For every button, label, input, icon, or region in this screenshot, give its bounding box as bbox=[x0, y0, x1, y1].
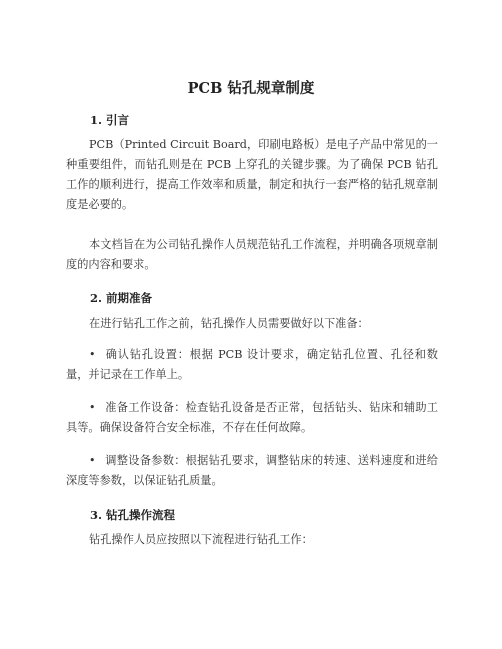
list-item-prepare-equipment bbox=[66, 398, 438, 438]
list-item-text: 准备工作设备：检查钻孔设备是否正常，包括钻头、钻床和辅助工具等。确保设备符合安全标准，不存在任何故障。 bbox=[66, 401, 438, 434]
section-heading-preparation: 2. 前期准备 bbox=[90, 291, 153, 305]
bullet-icon: • bbox=[89, 454, 96, 467]
document-title: PCB 钻孔规章制度 bbox=[187, 80, 315, 97]
list-item-confirm-settings bbox=[66, 345, 438, 385]
section-heading-drilling-procedure: 3. 钻孔操作流程 bbox=[90, 508, 176, 522]
bullet-icon: • bbox=[89, 401, 96, 414]
list-item-text: 调整设备参数：根据钻孔要求，调整钻床的转速、送料速度和进给深度等参数，以保证钻孔质量。 bbox=[66, 454, 438, 487]
bullet-icon: • bbox=[89, 348, 96, 361]
list-item-adjust-parameters bbox=[66, 451, 438, 491]
paragraph-preparation-intro: 在进行钻孔工作之前，钻孔操作人员需要做好以下准备： bbox=[89, 317, 369, 330]
list-item-text: 确认钻孔设置：根据 PCB 设计要求，确定钻孔位置、孔径和数量，并记录在工作单上。 bbox=[66, 348, 438, 381]
section-heading-introduction: 1. 引言 bbox=[90, 113, 130, 127]
paragraph-document-purpose: 本文档旨在为公司钻孔操作人员规范钻孔工作流程，并明确各项规章制度的内容和要求。 bbox=[66, 238, 438, 271]
paragraph-pcb-intro: PCB（Printed Circuit Board，印刷电路板）是电子产品中常见的一种重要组件，而钻孔则是在 PCB 上穿孔的关键步骤。为了确保 PCB 钻孔工作的顺利进行，提高工作效率和质量，制定和执行一套严格的钻孔规章制度是必要的。 bbox=[66, 138, 438, 211]
paragraph-procedure-intro: 钻孔操作人员应按照以下流程进行钻孔工作： bbox=[89, 533, 313, 546]
